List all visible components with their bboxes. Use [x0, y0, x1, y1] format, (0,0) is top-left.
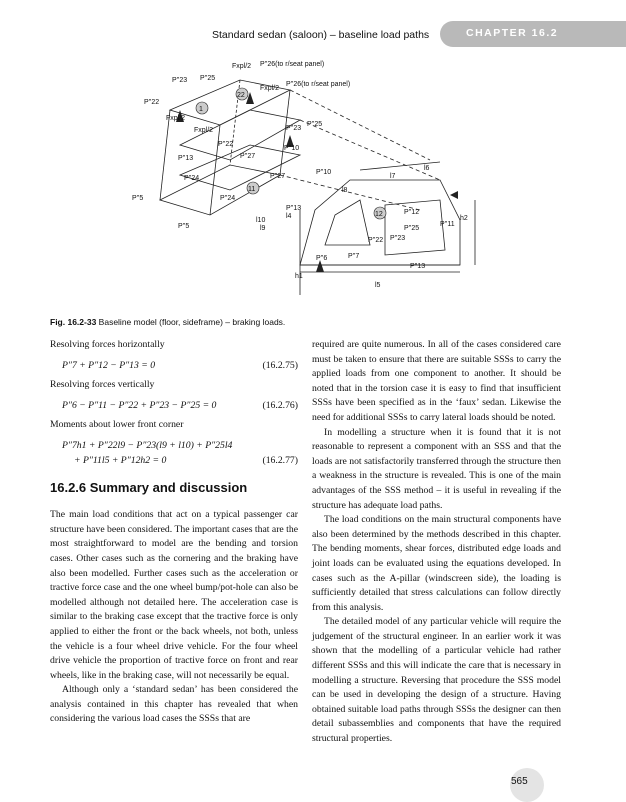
label-resolving-horizontal: Resolving forces horizontally [50, 339, 165, 350]
label-p13-b: P''13 [286, 205, 302, 212]
left-column [50, 338, 298, 727]
label-fxpl2-a: Fxpl/2 [232, 63, 252, 70]
label-p25-b: P''25 [307, 121, 323, 128]
equation-76-text: P″6 − P″11 − P″22 + P″23 − P″25 = 0 [62, 399, 217, 411]
running-header: Standard sedan (saloon) – baseline load paths [212, 29, 430, 41]
label-p22-b: P''22 [218, 141, 234, 148]
floor-panel-lower [180, 145, 300, 190]
right-paragraph-3: The load conditions on the main structural components have also been determined by the methods described in this chapter. The bending moments, shear forces, distributed edge loads and joint loads can be evaluated using the equations developed. In cases such as the A-pillar (windscreen side), the loading is sufficiently detailed that stress calculations can follow directly from this analysis. [312, 514, 561, 613]
section-heading: 16.2.6 Summary and discussion [50, 480, 248, 496]
label-h1: h1 [295, 273, 303, 280]
figure-caption [50, 317, 285, 327]
right-column [312, 338, 561, 747]
figure-caption-text: Baseline model (floor, sideframe) – braking loads. [96, 317, 286, 327]
label-p27-a: P''27 [240, 153, 256, 160]
label-l5: l5 [375, 282, 381, 289]
equation-77-line2-text: + P″11l5 + P″12h2 = 0 [74, 454, 167, 466]
label-h2: h2 [460, 215, 468, 222]
label-p12: P''12 [404, 209, 420, 216]
label-moments: Moments about lower front corner [50, 419, 184, 431]
equation-77-line1-text: P″7h1 + P″22l9 − P″23(l9 + l10) + P″25l4 [62, 439, 233, 451]
label-p23-c: P''23 [390, 235, 406, 242]
node-22-label: 22 [237, 92, 245, 99]
label-p13-a: P''13 [178, 155, 194, 162]
label-p7: P''7 [348, 253, 360, 260]
chapter-label: CHAPTER 16.2 [466, 27, 559, 39]
equation-16-2-75 [62, 359, 298, 374]
label-l9: l9 [260, 225, 266, 232]
label-p5-b: P''5 [178, 223, 190, 230]
figure-caption-label: Fig. 16.2-33 [50, 317, 97, 327]
page-number: 565 [511, 776, 528, 787]
label-p23-b: P''23 [286, 125, 302, 132]
label-p25-a: P''25 [200, 75, 216, 82]
label-fxpl2-c: Fxpl/2 [166, 115, 186, 122]
label-p25-c: P''25 [404, 225, 420, 232]
sideframe-outline [300, 180, 460, 265]
label-l4: l4 [286, 213, 292, 220]
label-p24-b: P''24 [220, 195, 236, 202]
label-p24-a: P''24 [184, 175, 200, 182]
label-p13-c: P''13 [410, 263, 426, 270]
label-p26-a: P''26(to r/seat panel) [260, 61, 325, 68]
baseline-model-figure [120, 50, 590, 320]
label-p22-c: P''22 [368, 237, 384, 244]
equation-77-line-2 [62, 454, 298, 469]
right-paragraph-2: In modelling a structure when it is found that it is not reasonable to represent a component with an SSS and that the loads are not satisfactorily transferred through the structure then a weakness in the structure is revealed. This is one of the main advantages of the SSS method – it is useful in revealing if the structure has adequate load paths. [312, 426, 561, 511]
label-p11: P''11 [440, 221, 455, 228]
equation-77-line-1 [62, 439, 298, 454]
equation-75-text: P″7 + P″12 − P″13 = 0 [62, 359, 156, 371]
node-12-label: 12 [375, 211, 383, 218]
label-p5-a: P''5 [132, 195, 144, 202]
label-p10-b: P''10 [316, 169, 332, 176]
label-l7: l7 [390, 173, 396, 180]
equation-75-number: (16.2.75) [262, 359, 298, 371]
right-paragraph-4: The detailed model of any particular vehicle will require the judgement of the structural engineer. In an earlier work it was shown that the modelling of a particular vehicle had rather different SSSs and this will indicate the care that is necessary in modelling a structure. Reversing that procedure the SSS model can be used in developing the design of a structure. Having obtained suitable load paths through SSSs the designer can then detail subassemblies and components that have the required structural properties. [312, 616, 561, 745]
label-p26-b: P''26(to r/seat panel) [286, 81, 351, 88]
label-resolving-vertical: Resolving forces vertically [50, 379, 155, 391]
node-1-label: 1 [199, 106, 203, 113]
equation-76-number: (16.2.76) [262, 399, 298, 411]
floor-panel-base [160, 165, 280, 215]
node-11-label: 11 [248, 186, 256, 193]
label-fxpl2-d: Fxpl/2 [194, 127, 214, 134]
label-p22-a: P''22 [144, 99, 160, 106]
label-p6: P''6 [316, 255, 328, 262]
equation-77-number: (16.2.77) [262, 454, 298, 466]
equation-16-2-76 [62, 399, 298, 414]
label-l8: l8 [342, 187, 348, 194]
label-p10-a: P''10 [284, 145, 300, 152]
sideframe-window [325, 200, 370, 245]
label-fxpl2-b: Fxpl/2 [260, 85, 280, 92]
left-paragraph-1: The main load conditions that act on a typical passenger car structure have been considered. The important cases that are the most straightforward to model are the bending and torsion cases. Other cases such as the cornering and the braking have also been modelled. Further cases such as the acceleration or tractive force case and the one wheel bump/pot-hole can also be modelled although not detailed here. The acceleration case is similar to the braking case except that the tractive force is only applied to either the front or the back wheels, not both, unless the vehicle is a four wheel drive vehicle. For the four wheel drive vehicle the proportion of tractive force on front and rear wheels, like in the braking case, will not necessarily be equal. [50, 509, 299, 681]
label-l6: l6 [424, 165, 430, 172]
label-l10: l10 [256, 217, 266, 224]
right-paragraph-1: required are quite numerous. In all of the cases considered care must be taken to ensure that there are suitable SSSs to carry the applied loads from one component to another. It should be noted that in the torsion case it is easy to find that insufficient SSSs have been specified as in the ‘faux’ sedan. Likewise the need for additional SSSs to carry lateral loads should be noted. [312, 339, 561, 423]
left-paragraph-2: Although only a ‘standard sedan’ has been considered the analysis contained in this chapter has revealed that when considering the various load cases the SSSs that are [50, 684, 298, 725]
chapter-tab [440, 21, 626, 47]
label-p23-a: P''23 [172, 77, 188, 84]
label-p27-b: P''27 [270, 173, 286, 180]
